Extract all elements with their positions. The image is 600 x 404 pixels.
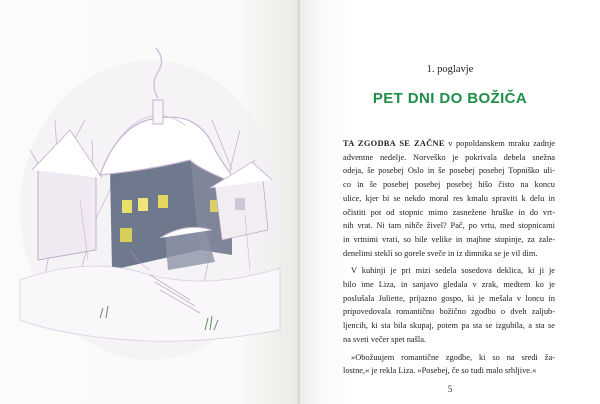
paragraph-3: [343, 351, 555, 378]
paragraph-2-line-6: na sveti večer spet našla.: [343, 334, 427, 344]
paragraph-1-line-6: očistiti pot od stopnic mimo zasnežene hruške in do vrt-: [343, 207, 555, 217]
page-number: 5: [447, 384, 453, 394]
paragraph-1-line-4: co in še posebej posebej posebej hišo čisto na koncu: [343, 180, 555, 190]
paragraph-2-line-4: pripovedovala romantično božično zgodbo o dveh zaljub-: [343, 307, 555, 317]
paragraph-1-line-7: nih vrat. Ni tam nihče živel? Pač, po vrtu, med stopnicami: [343, 221, 555, 231]
paragraph-2-line-2: bilo ime Liza, in sanjavo gledala v zrak, medtem ko je: [343, 280, 555, 290]
paragraph-1-line-2: adventne nedelje. Norveško je pokrivala debela snežna: [343, 152, 555, 162]
body-text: [343, 137, 555, 378]
paragraph-3-line-2: lostne,« je rekla Liza. »Posebej, če so tudi malo srhljive.«: [343, 366, 537, 376]
paragraph-1-line-3: odeja, še posebej Oslo in še posebej posebej Topniško uli-: [343, 166, 555, 176]
paragraph-2: [343, 264, 555, 346]
paragraph-2-line-3: poslušala Juliette, prijazno gospo, ki je mešala v loncu in: [343, 293, 555, 303]
paragraph-2-line-1: V kuhinji je pri mizi sedela sosedova deklica, ki ji je: [351, 266, 555, 276]
chapter-title: PET DNI DO BOŽIČA: [372, 90, 528, 107]
paragraph-1-line-9: denelimi steklí so gorele sveče in iz dimnika se je vil dim.: [343, 248, 538, 258]
paragraph-2-line-5: ljencih, ki sta bila skupaj, potem pa sta se izgubila, a sta se: [343, 321, 555, 331]
paragraph-1: [343, 137, 555, 260]
lead-in-text: TA ZGODBA SE ZAČNE: [343, 139, 445, 148]
paragraph-1-line-8: in vrtnimi vrati, so bile velike in majhne stopinje, za zale-: [343, 234, 555, 244]
chapter-number: 1. poglavje: [426, 64, 474, 75]
paragraph-3-line-1: »Obožuujem romantične zgodbe, ki so na sredi ža-: [351, 352, 555, 362]
paragraph-1-line-5: ulice, kjer bi se nekdo moral res kmalu spraviti k delu in: [343, 193, 555, 203]
paragraph-1-line-1-rest: v popoldanskem mraku zadnje: [444, 139, 556, 148]
paragraph-1-line-1: [343, 137, 555, 151]
